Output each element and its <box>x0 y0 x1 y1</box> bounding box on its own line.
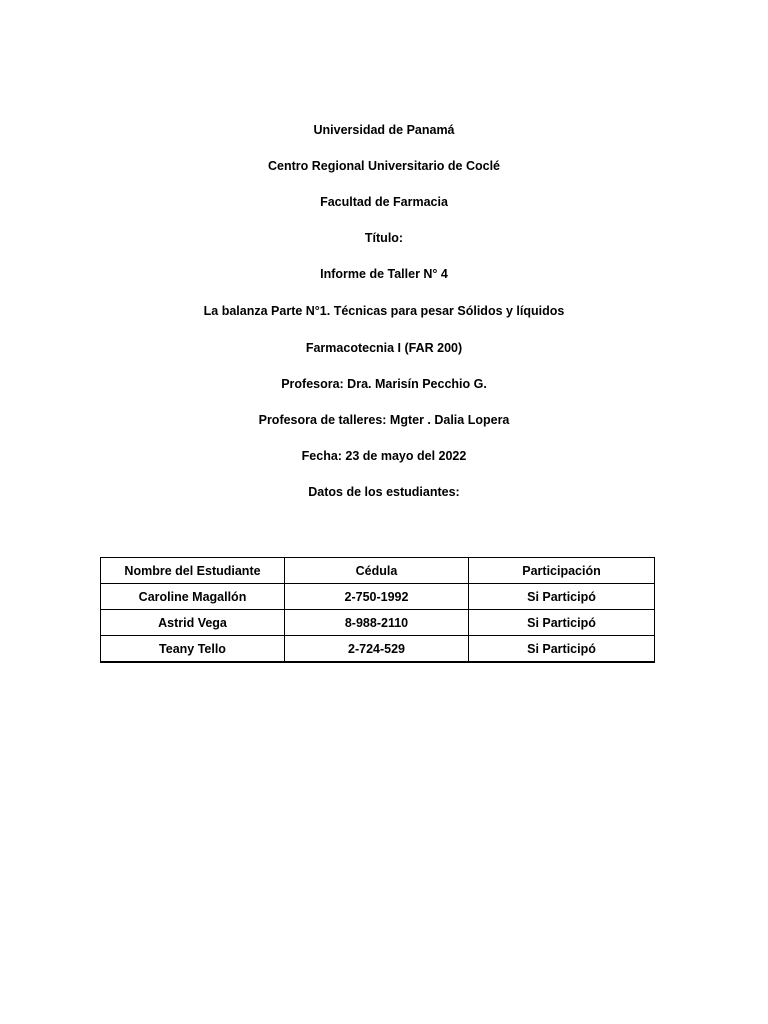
students-table <box>100 557 655 663</box>
header-cell-participation: Participación <box>469 558 655 584</box>
table-header-row <box>101 558 655 584</box>
student-id-cell: 2-750-1992 <box>285 584 469 610</box>
title-label: Título: <box>364 231 404 245</box>
student-id-cell: 8-988-2110 <box>285 610 469 636</box>
student-name-cell: Teany Tello <box>101 636 285 663</box>
student-name-cell: Astrid Vega <box>101 610 285 636</box>
university-name: Universidad de Panamá <box>313 123 455 137</box>
workshop-professor-name: Profesora de talleres: Mgter . Dalia Lopera <box>258 413 510 427</box>
course-name: Farmacotecnia I (FAR 200) <box>305 341 463 355</box>
student-participation-cell: Si Participó <box>469 610 655 636</box>
professor-name: Profesora: Dra. Marisín Pecchio G. <box>281 377 487 391</box>
regional-center: Centro Regional Universitario de Coclé <box>268 159 500 173</box>
student-id-cell: 2-724-529 <box>285 636 469 663</box>
students-heading: Datos de los estudiantes: <box>308 485 460 499</box>
table-row <box>101 636 655 663</box>
table-row <box>101 584 655 610</box>
student-participation-cell: Si Participó <box>469 584 655 610</box>
report-topic: La balanza Parte N°1. Técnicas para pesar Sólidos y líquidos <box>203 304 565 318</box>
student-name-cell: Caroline Magallón <box>101 584 285 610</box>
report-number: Informe de Taller N° 4 <box>320 267 448 281</box>
header-cell-name: Nombre del Estudiante <box>101 558 285 584</box>
faculty-name: Facultad de Farmacia <box>320 195 448 209</box>
report-date: Fecha: 23 de mayo del 2022 <box>301 449 467 463</box>
student-participation-cell: Si Participó <box>469 636 655 663</box>
table-row <box>101 610 655 636</box>
header-cell-id: Cédula <box>285 558 469 584</box>
